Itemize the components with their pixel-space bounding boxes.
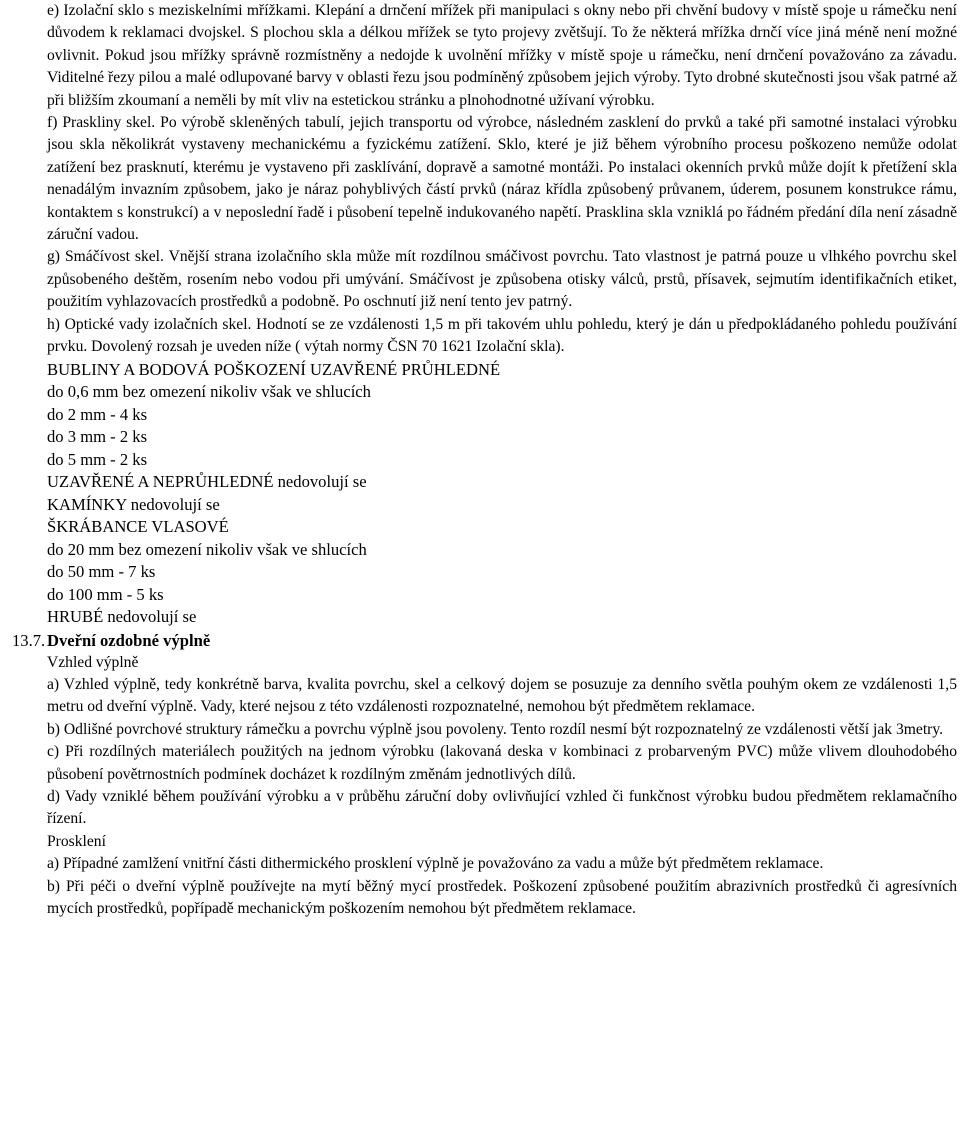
section-number: 13.7. <box>12 630 46 650</box>
list-item: HRUBÉ nedovolují se <box>47 607 197 626</box>
subheading-appearance: Vzhled výplně <box>47 653 139 671</box>
subheading-glazing: Prosklení <box>47 832 106 850</box>
list-item: do 5 mm - 2 ks <box>47 449 148 469</box>
paragraph-b-surface-structure: b) Odlišné povrchové struktury rámečku a povrchu výplně jsou povoleny. Tento rozdíl nesmí být rozpoznatelný ze vzdálenosti větší jak 3metry. <box>47 720 944 738</box>
paragraph-f-glass-cracks: f) Praskliny skel. Po výrobě skleněných tabulí, jejich transportu od výrobce, následném zasklení do prvků a také při samotné instalaci výrobku jsou skla několikrát vystaveny mechanickému a fyzickému zatížení. Sklo, které je již během výrobního procesu poškozeno nemůže odolat zatížení bez prasknutí, kterému je vystaveno při zasklívání, dopravě a samotné montáži. Po instalaci okenních prvků může dojít k přetížení skla nenadálým invazním způsobem, jako je náraz pohyblivých částí prvků (náraz křídla způsobený průvanem, úderem, posunem konstrukce rámu, kontaktem s konstrukcí) a v neposlední řadě i působení tepelně indukovaného napětí. Prasklina skla vzniklá po řádném předání díla není zásadně záruční vadou. <box>47 114 957 244</box>
paragraph-g-glass-wettability: g) Smáčívost skel. Vnější strana izolačního skla může mít rozdílnou smáčivost povrchu. Tato vlastnost je patrná pouze u vlhkého povrchu skel způsobeného deštěm, rosením nebo vodou při umývání. Smáčívost je způsobena otisky válců, prstů, přísavek, sejmutím identifikačních etiket, použitím vyhlazovacích prostředků a podobně. Po oschnutí již není tento jev patrný. <box>47 248 957 311</box>
list-item: KAMÍNKY nedovolují se <box>47 494 220 514</box>
list-item: do 20 mm bez omezení nikoliv však ve shlucích <box>47 539 367 559</box>
list-item: do 0,6 mm bez omezení nikoliv však ve shlucích <box>47 382 371 401</box>
paragraph-d-defects-during-use: d) Vady vzniklé během používání výrobku a v průběhu záruční doby ovlivňující vzhled či funkčnost výrobku budou předmětem reklamačního řízení. <box>47 787 957 828</box>
list-item: do 100 mm - 5 ks <box>47 584 164 604</box>
paragraph-e-mesh-glass: e) Izolační sklo s meziskelními mřížkami. Klepání a drnčení mřížek při manipulaci s okny nebo při chvění budovy v místě spoje u rámečku není důvodem k reklamaci dvojskel. S plochou skla a délkou mřížek se tyto projevy zvětšují. To že některá mřížka drnčí více jiná méně není možné ovlivnit. Pokud jsou mřížky správně rozmístněny a nedojde k uvolnění mřížky v místě spoje u rámečku, není drnčení považováno za závadu. Viditelné řezy pilou a malé odlupované barvy v oblasti řezu jsou podmíněný způsobem jejich výroby. Tyto drobné skutečnosti jsou však patrné až při bližším zkoumaní a neměli by mít vliv na estetickou stránku a plnohodnotné užívaní výrobku. <box>47 2 957 109</box>
defect-tolerance-list <box>47 359 957 629</box>
paragraph-c-materials: c) Při rozdílných materiálech použitých na jednom výrobku (lakovaná deska v kombinaci z probarveným PVC) může vlivem dlouhodobého působení povětrnostních podmínek docházet k rozdílným změnám jednotlivých dílů. <box>47 743 957 783</box>
paragraph-a-glazing-fogging: a) Případné zamlžení vnitřní části dithermického prosklení výplně je považováno za vadu a může být předmětem reklamace. <box>47 855 824 873</box>
paragraph-b-glazing-care: b) Při péči o dveřní výplně používejte na mytí běžný mycí prostředek. Poškození způsobené použitím abrazivních prostředků či agresívních mycích prostředků, popřípadě mechanickým poškozením nemohou být předmětem reklamace. <box>47 877 957 917</box>
document-page <box>12 0 957 920</box>
list-item: UZAVŘENÉ A NEPRŮHLEDNÉ nedovolují se <box>47 472 367 491</box>
paragraph-h-optical-defects: h) Optické vady izolačních skel. Hodnotí se ze vzdálenosti 1,5 m při takovém uhlu pohledu, který je dán u předpokládaného pohledu používání prvku. Dovolený rozsah je uveden níže ( výtah normy ČSN 70 1621 Izolační skla). <box>47 315 957 356</box>
list-item: do 2 mm - 4 ks <box>47 404 148 424</box>
section-heading <box>12 630 957 652</box>
list-item: ŠKRÁBANCE VLASOVÉ <box>47 517 229 536</box>
list-item: do 3 mm - 2 ks <box>47 427 148 446</box>
section-title: Dveřní ozdobné výplně <box>47 630 211 650</box>
list-item: do 50 mm - 7 ks <box>47 562 156 581</box>
paragraph-a-appearance: a) Vzhled výplně, tedy konkrétně barva, kvalita povrchu, skel a celkový dojem se posuzuje za denního světla pouhým okem ze vzdálenosti 1,5 metru od dveřní výplně. Vady, které nejsou z této vzdálenosti rozpoznatelné, nemohou být předmětem reklamace. <box>47 675 957 716</box>
list-item: BUBLINY A BODOVÁ POŠKOZENÍ UZAVŘENÉ PRŮHLEDNÉ <box>47 359 501 379</box>
